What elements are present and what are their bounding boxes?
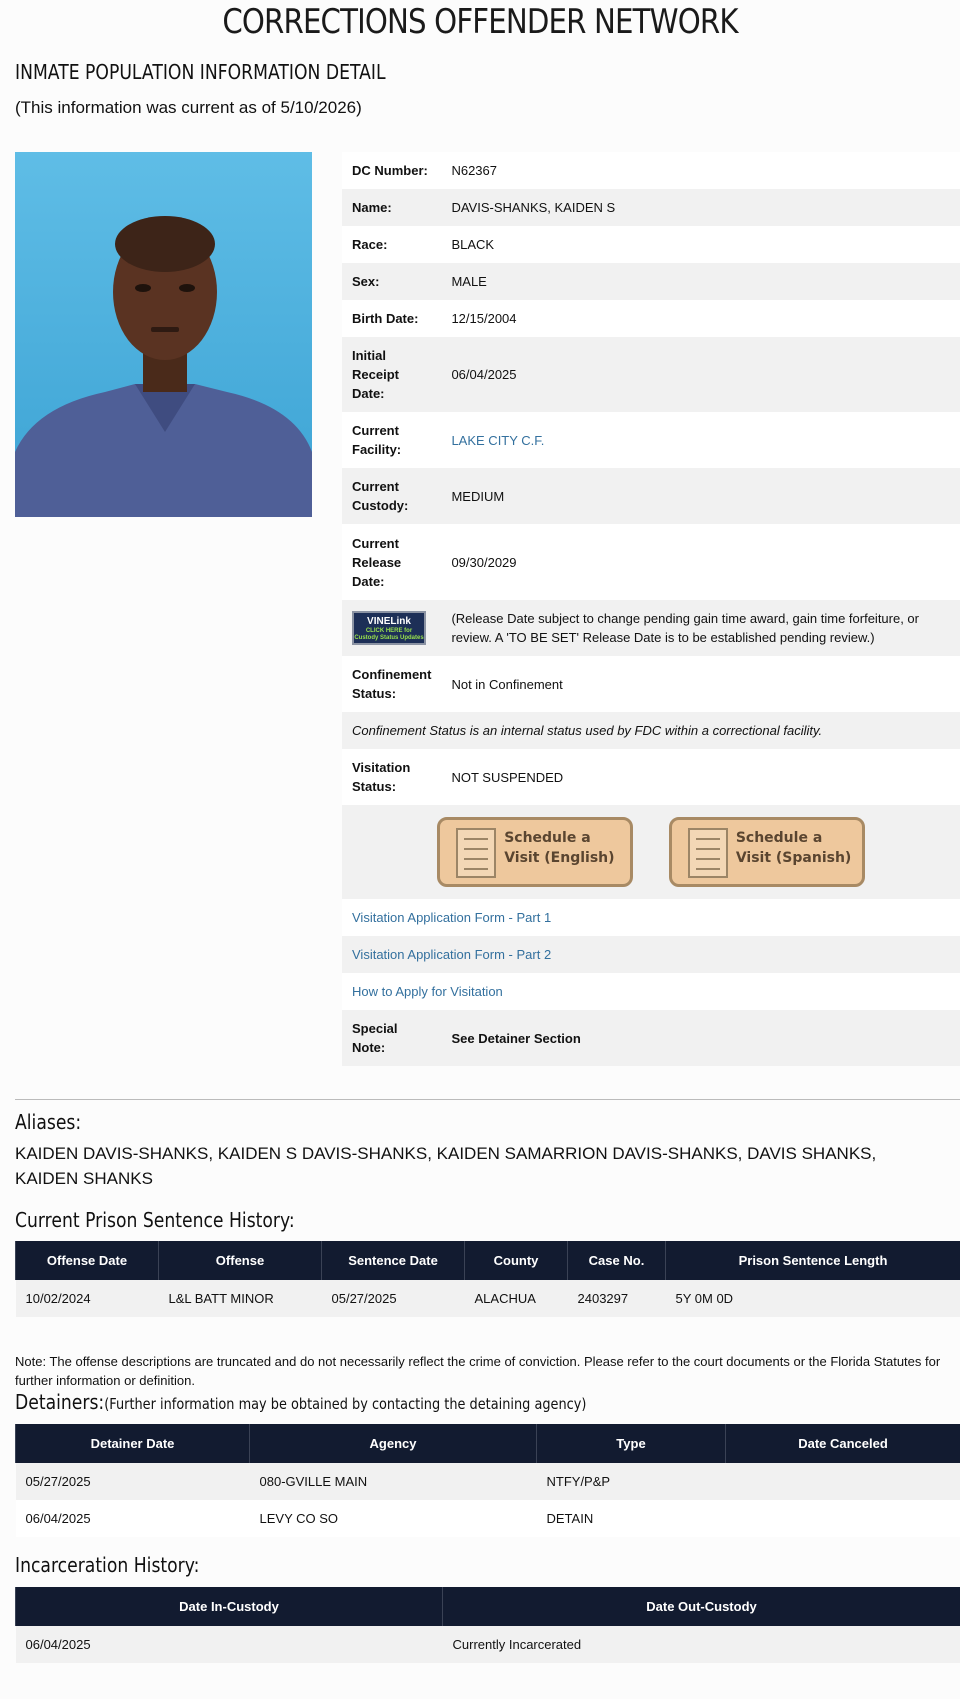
detail-label: Birth Date: <box>352 311 419 326</box>
schedule-visit-spanish-label: Schedule a Visit (Spanish) <box>735 830 852 866</box>
document-pencil-icon <box>688 828 728 878</box>
current-release-date-value: 09/30/2029 <box>451 554 517 570</box>
column-header: Offense Date <box>16 1241 159 1280</box>
sentence-length-cell: 5Y 0M 0D <box>666 1280 960 1317</box>
sentence-date-cell: 05/27/2025 <box>322 1280 465 1317</box>
detail-row-current-custody <box>342 468 960 524</box>
vinelink-badge-title: VINELink <box>367 616 411 627</box>
detail-row-name <box>342 189 960 226</box>
detail-row-current-facility <box>342 412 960 468</box>
detainer-date-cell: 05/27/2025 <box>16 1463 250 1500</box>
how-to-apply-link[interactable]: How to Apply for Visitation <box>352 984 503 999</box>
date-canceled-cell <box>726 1500 960 1537</box>
detail-row-how-to-apply <box>342 973 960 1010</box>
date-canceled-cell <box>726 1463 960 1500</box>
column-header: Date Out-Custody <box>443 1587 960 1626</box>
dc-number-value: N62367 <box>451 163 497 178</box>
detail-label: Name: <box>352 200 392 215</box>
detail-row-schedule-visit <box>342 805 960 899</box>
type-cell: NTFY/P&P <box>537 1463 726 1500</box>
detail-row-special-note <box>342 1010 960 1066</box>
date-out-custody-cell: Currently Incarcerated <box>443 1626 960 1663</box>
detail-label: Current Facility: <box>352 423 402 457</box>
sentence-history-table <box>15 1241 960 1317</box>
date-in-custody-cell: 06/04/2025 <box>16 1626 443 1663</box>
detail-label: Current Release Date: <box>352 535 402 589</box>
current-facility-link[interactable]: LAKE CITY C.F. <box>451 432 545 448</box>
offense-note: Note: The offense descriptions are truncated and do not necessarily reflect the crime of conviction. Please refer to the court documents or the Florida Statutes for further information or definition. <box>15 1354 941 1388</box>
detail-label: Race: <box>352 237 388 252</box>
detainers-title <box>15 1390 586 1414</box>
aliases-text: KAIDEN DAVIS-SHANKS, KAIDEN S DAVIS-SHANKS, KAIDEN SAMARRION DAVIS-SHANKS, DAVIS SHANKS, KAIDEN SHANKS <box>15 1144 877 1188</box>
table-row <box>16 1500 960 1537</box>
detainers-table <box>15 1424 960 1537</box>
detail-label: Current Custody: <box>352 479 409 513</box>
detail-row-vine <box>342 600 960 656</box>
detail-label: Visitation Status: <box>352 760 411 794</box>
column-header: County <box>465 1241 568 1280</box>
inmate-detail-table <box>342 152 960 1066</box>
column-header: Offense <box>159 1241 322 1280</box>
offense-cell: L&L BATT MINOR <box>159 1280 322 1317</box>
race-value: BLACK <box>451 237 495 252</box>
column-header: Type <box>537 1424 726 1463</box>
visitation-form-part1-link[interactable]: Visitation Application Form - Part 1 <box>352 910 552 925</box>
county-cell: ALACHUA <box>465 1280 568 1317</box>
detail-label: Sex: <box>352 274 380 289</box>
detail-row-birth-date <box>342 300 960 337</box>
confinement-note: Confinement Status is an internal status used by FDC within a correctional facility. <box>352 723 823 738</box>
case-no-cell: 2403297 <box>568 1280 666 1317</box>
type-cell: DETAIN <box>537 1500 726 1537</box>
detainers-subtitle: (Further information may be obtained by contacting the detaining agency) <box>104 1395 587 1413</box>
detail-label: Confinement Status: <box>352 667 432 701</box>
column-header: Date In-Custody <box>16 1587 443 1626</box>
confinement-status-value: Not in Confinement <box>451 676 563 692</box>
detail-label: DC Number: <box>352 163 428 178</box>
detainers-title-text: Detainers: <box>15 1390 105 1414</box>
detail-row-confinement-note <box>342 712 960 749</box>
column-header: Detainer Date <box>16 1424 250 1463</box>
table-row <box>16 1463 960 1500</box>
current-custody-value: MEDIUM <box>451 488 505 504</box>
detail-label: Initial Receipt Date: <box>352 348 399 401</box>
detail-label: Special Note: <box>352 1021 398 1055</box>
sex-value: MALE <box>451 274 487 289</box>
detail-row-visitation-status <box>342 749 960 805</box>
aliases-title: Aliases: <box>15 1110 82 1134</box>
column-header: Date Canceled <box>726 1424 960 1463</box>
column-header: Prison Sentence Length <box>666 1241 960 1280</box>
visitation-form-part2-link[interactable]: Visitation Application Form - Part 2 <box>352 947 552 962</box>
initial-receipt-date-value: 06/04/2025 <box>451 367 517 382</box>
name-value: DAVIS-SHANKS, KAIDEN S <box>451 200 616 215</box>
detail-row-race <box>342 226 960 263</box>
detail-row-form-part2 <box>342 936 960 973</box>
current-as-of: (This information was current as of 5/10/2026) <box>15 98 362 117</box>
detail-row-form-part1 <box>342 899 960 936</box>
special-note-value: See Detainer Section <box>451 1030 581 1046</box>
detail-row-dc-number <box>342 152 960 189</box>
sentence-history-title: Current Prison Sentence History: <box>15 1208 295 1232</box>
vinelink-badge-sub: CLICK HERE for Custody Status Updates <box>354 628 424 641</box>
detail-row-sex <box>342 263 960 300</box>
inmate-photo <box>15 152 312 517</box>
detail-row-current-release-date <box>342 524 960 600</box>
vinelink-badge-button[interactable] <box>352 611 426 645</box>
schedule-visit-english-label: Schedule a Visit (English) <box>504 830 615 866</box>
table-row <box>16 1280 960 1317</box>
section-divider <box>15 1099 960 1100</box>
agency-cell: 080-GVILLE MAIN <box>250 1463 537 1500</box>
schedule-visit-spanish-button[interactable] <box>669 817 865 887</box>
page-heading: INMATE POPULATION INFORMATION DETAIL <box>15 60 386 84</box>
inmate-photo-image <box>15 152 312 517</box>
detail-row-confinement-status <box>342 656 960 712</box>
column-header: Agency <box>250 1424 537 1463</box>
detainer-date-cell: 06/04/2025 <box>16 1500 250 1537</box>
table-row <box>16 1626 960 1663</box>
detail-row-initial-receipt-date <box>342 337 960 412</box>
column-header: Sentence Date <box>322 1241 465 1280</box>
incarceration-history-table <box>15 1587 960 1663</box>
column-header: Case No. <box>568 1241 666 1280</box>
birth-date-value: 12/15/2004 <box>451 311 517 326</box>
agency-cell: LEVY CO SO <box>250 1500 537 1537</box>
offense-date-cell: 10/02/2024 <box>16 1280 159 1317</box>
incarceration-history-title: Incarceration History: <box>15 1553 200 1577</box>
release-date-note: (Release Date subject to change pending gain time award, gain time forfeiture, or review. A 'TO BE SET' Release Date is to be established pending review.) <box>451 611 919 645</box>
schedule-visit-english-button[interactable] <box>437 817 633 887</box>
visitation-status-value: NOT SUSPENDED <box>451 769 564 785</box>
site-title: CORRECTIONS OFFENDER NETWORK <box>222 2 738 42</box>
document-pencil-icon <box>456 828 496 878</box>
